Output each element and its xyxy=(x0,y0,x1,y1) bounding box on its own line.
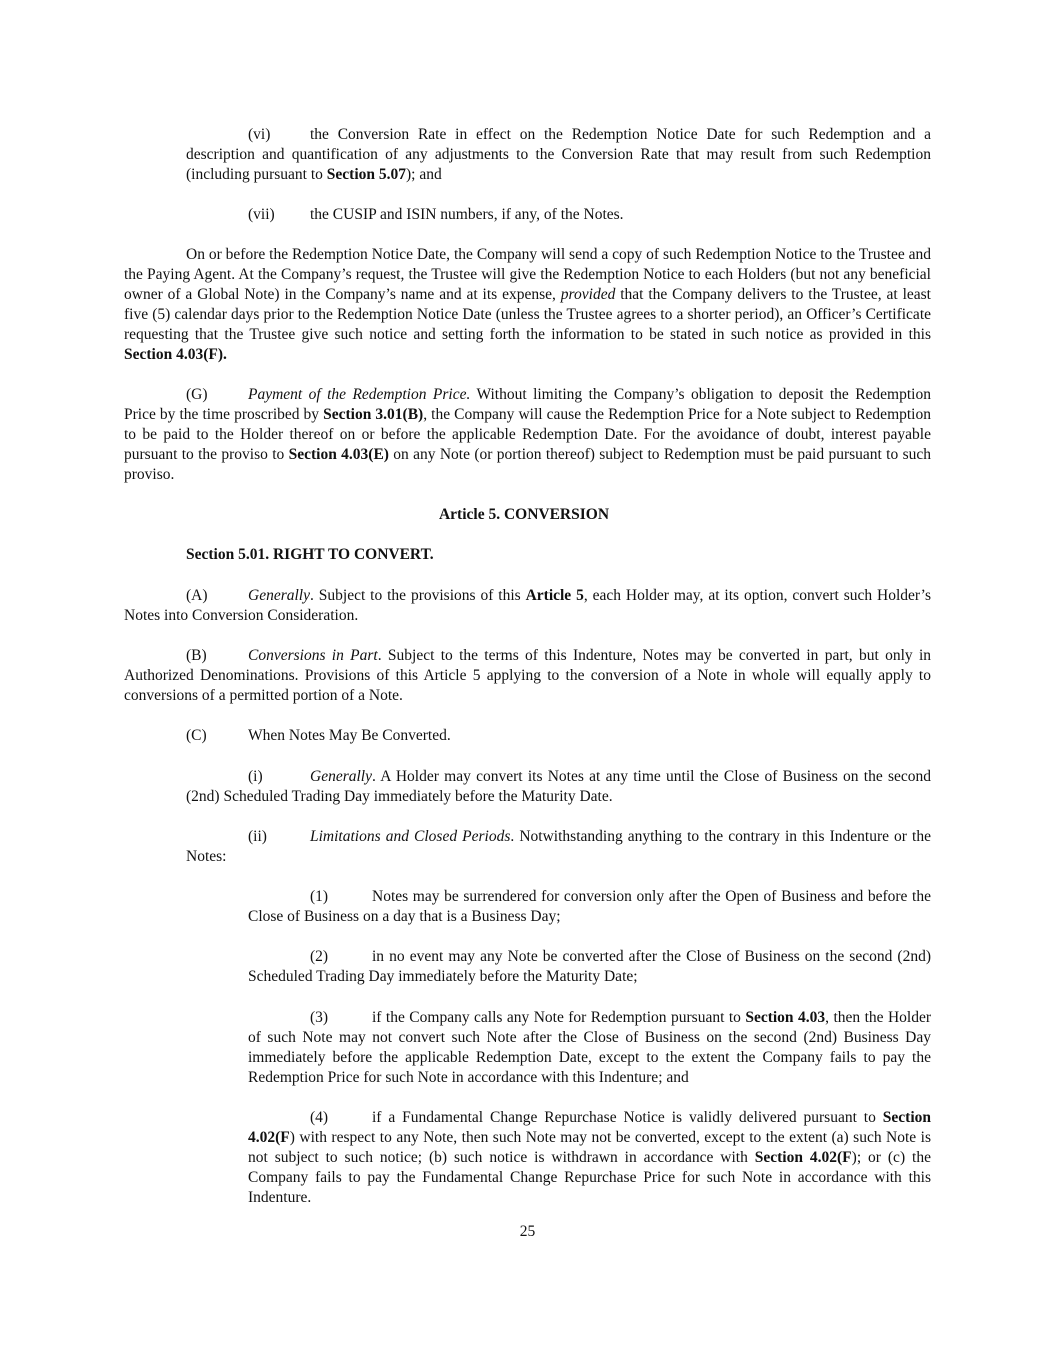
section-reference: Section 5.07 xyxy=(326,166,406,183)
clause-c xyxy=(124,726,931,746)
clause-vii xyxy=(186,205,931,225)
section-reference: Article 5 xyxy=(525,587,584,604)
clause-g xyxy=(124,385,931,485)
clause-text: Without limiting the Company’s obligation to deposit the Redemption Price by the time proscribed by xyxy=(124,386,931,423)
item-marker: (4) xyxy=(310,1109,329,1126)
item-text: Notes may be surrendered for conversion only after the Open of Business and before the Close of Business on a day that is a Business Day; xyxy=(248,888,931,925)
notice-paragraph xyxy=(124,245,931,365)
clause-marker: (i) xyxy=(248,768,263,785)
clause-vi xyxy=(186,125,931,185)
clause-marker: (B) xyxy=(186,647,207,664)
page-number: 25 xyxy=(519,1223,536,1240)
clause-marker: (G) xyxy=(186,386,208,403)
clause-text: . Subject to the terms of this Indenture, Notes may be converted in part, but only in Authorized Denominations. Provisions of this Article 5 applying to the conversion of a Note in whole will equally apply to conversions of a permitted portion of a Note. xyxy=(124,647,931,704)
clause-marker: (C) xyxy=(186,727,207,744)
section-reference: Section 4.03(E) xyxy=(288,446,389,463)
item-text: ) with respect to any Note, then such Note may not be converted, except to the extent (a) such Note is not subject to such notice; (b) such notice is withdrawn in accordance with xyxy=(248,1129,931,1166)
clause-text: on any Note (or portion thereof) subject to Redemption must be paid pursuant to such proviso. xyxy=(124,446,931,483)
item-marker: (3) xyxy=(310,1009,329,1026)
clause-title: Conversions in Part xyxy=(248,647,378,664)
list-item-1 xyxy=(248,887,931,927)
clause-text: the Conversion Rate in effect on the Redemption Notice Date for such Redemption and a description and quantification of any adjustments to the Conversion Rate that may result from such Redemption (including pursuant to xyxy=(186,126,931,183)
section-reference: Section 4.03(F). xyxy=(124,346,227,363)
item-marker: (2) xyxy=(310,948,329,965)
clause-c-ii xyxy=(186,827,931,867)
italic-term: provided xyxy=(560,286,616,303)
list-item-3 xyxy=(248,1008,931,1088)
article-heading: Article 5. CONVERSION xyxy=(438,506,610,523)
section-reference: Section 4.03 xyxy=(745,1009,826,1026)
clause-marker: (A) xyxy=(186,587,208,604)
clause-marker: (vii) xyxy=(248,206,275,223)
list-item-4 xyxy=(248,1108,931,1208)
clause-text: , each Holder may, at its option, convert such Holder’s Notes into Conversion Consideration. xyxy=(124,587,931,624)
clause-marker: (ii) xyxy=(248,828,267,845)
list-item-2 xyxy=(248,947,931,987)
clause-marker: (vi) xyxy=(248,126,271,143)
item-marker: (1) xyxy=(310,888,329,905)
section-reference: Section 4.02(F xyxy=(248,1109,931,1146)
clause-title: Generally xyxy=(310,768,372,785)
item-text: if a Fundamental Change Repurchase Notice is validly delivered pursuant to xyxy=(372,1109,883,1126)
clause-text: the CUSIP and ISIN numbers, if any, of the Notes. xyxy=(310,206,624,223)
item-text: in no event may any Note be converted after the Close of Business on the second (2nd) Scheduled Trading Day immediately before the Maturity Date; xyxy=(248,948,931,985)
section-reference: Section 4.02(F xyxy=(754,1149,852,1166)
clause-text: . A Holder may convert its Notes at any time until the Close of Business on the second (2nd) Scheduled Trading Day immediately before the Maturity Date. xyxy=(186,768,931,805)
clause-title: Payment of the Redemption Price. xyxy=(248,386,471,403)
paragraph-text: On or before the Redemption Notice Date, the Company will send a copy of such Redemption Notice to the Trustee and the Paying Agent. At the Company’s request, the Trustee will give the Redemption Notice to each Holders (but not any beneficial owner of a Global Note) in the Company’s name and at its expense, xyxy=(124,246,931,303)
clause-title: Generally xyxy=(248,587,310,604)
item-text: , then the Holder of such Note may not convert such Note after the Close of Business on the second (2nd) Business Day immediately before the applicable Redemption Date, except to the extent the Company fails to pay the Redemption Price for such Note in accordance with this Indenture; and xyxy=(248,1009,931,1086)
clause-c-i xyxy=(186,767,931,807)
clause-text: . Subject to the provisions of this xyxy=(309,587,526,604)
item-text: ); or (c) the Company fails to pay the Fundamental Change Repurchase Price for such Note in accordance with this Indenture. xyxy=(248,1149,931,1206)
clause-text: , the Company will cause the Redemption Price for a Note subject to Redemption to be paid to the Holder thereof on or before the applicable Redemption Date. For the avoidance of doubt, interest payable pursuant to the proviso to xyxy=(124,406,931,463)
section-heading: Section 5.01. RIGHT TO CONVERT. xyxy=(186,546,434,563)
clause-title: Limitations and Closed Periods xyxy=(310,828,511,845)
clause-text: When Notes May Be Converted. xyxy=(248,727,451,744)
clause-b xyxy=(124,646,931,706)
paragraph-text: that the Company delivers to the Trustee, at least five (5) calendar days prior to the Redemption Notice Date (unless the Trustee agrees to a shorter period), an Officer’s Certificate requesting that the Trustee give such notice and setting forth the information to be stated in such notice as provided in this xyxy=(124,286,931,343)
clause-a xyxy=(124,586,931,626)
clause-text: ); and xyxy=(406,166,442,183)
item-text: if the Company calls any Note for Redemption pursuant to xyxy=(372,1009,746,1026)
section-reference: Section 3.01(B) xyxy=(323,406,424,423)
clause-text: . Notwithstanding anything to the contrary in this Indenture or the Notes: xyxy=(186,828,931,865)
